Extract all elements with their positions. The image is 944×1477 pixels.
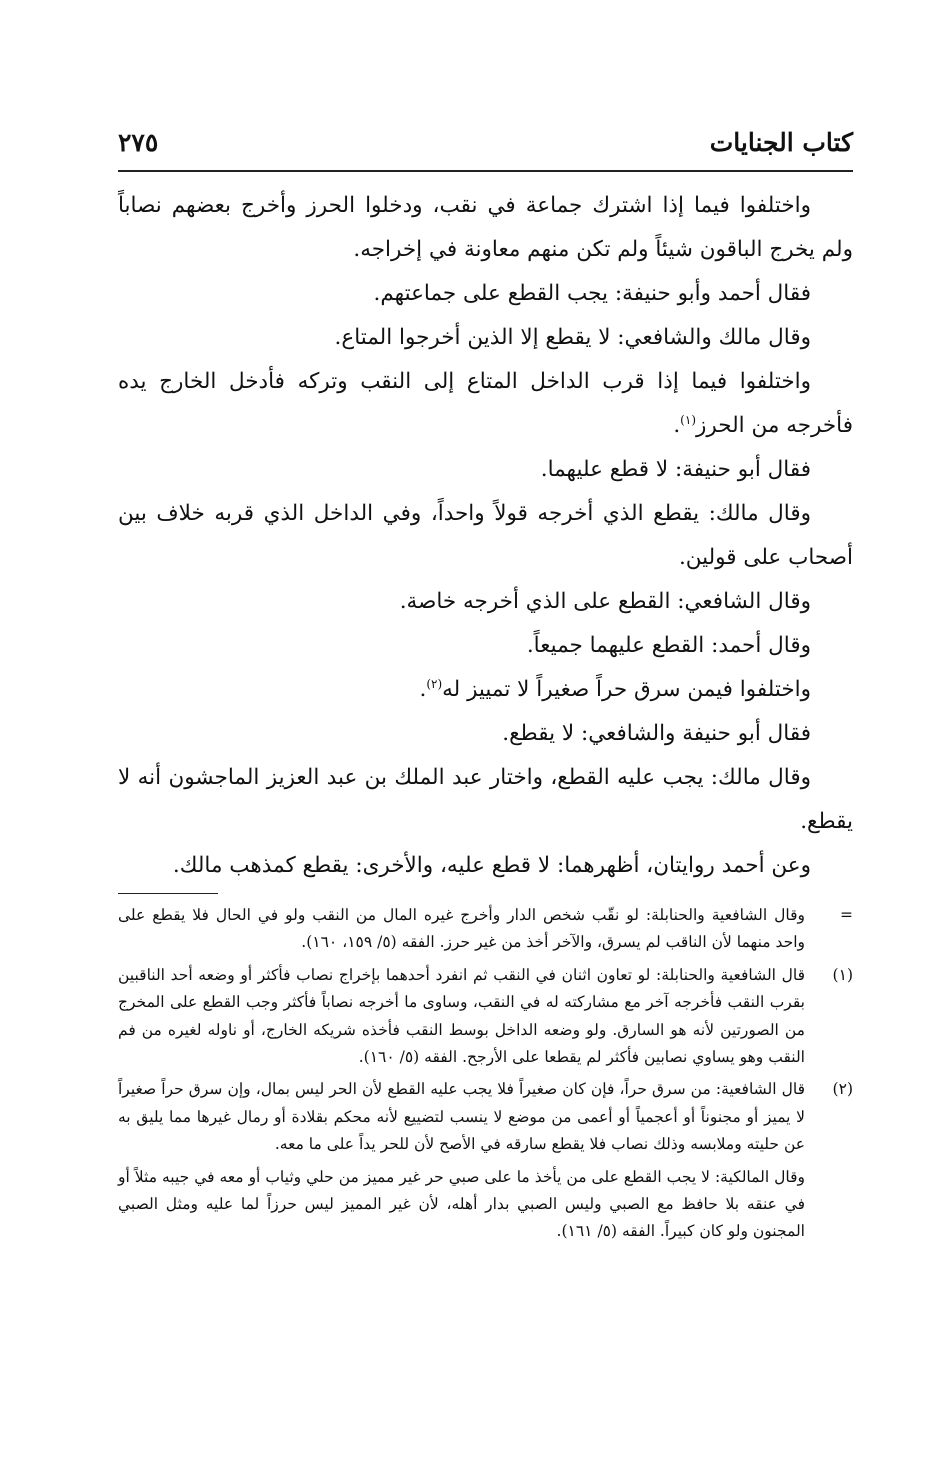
paragraph-text: واختلفوا فيما إذا قرب الداخل المتاع إلى النقب وتركه فأدخل الخارج يده فأخرجه من الحرز — [118, 369, 853, 438]
footnote-marker: (١) — [832, 965, 853, 984]
paragraph: وقال مالك: يقطع الذي أخرجه قولاً واحداً، وفي الداخل الذي قربه خلاف بين أصحاب على قولين. — [118, 501, 853, 570]
paragraph — [118, 668, 853, 712]
paragraph-end: . — [419, 677, 427, 702]
footnote-text: وقال الشافعية والحنابلة: لو نقّب شخص الدار وأخرج غيره المال من النقب ولو في الحال فلا يقطع على واحد منهما لأن الناقب لم يسرق، والآخر أخذ من غير حرز. الفقه (٥/ ١٥٩، ١٦٠). — [118, 906, 805, 952]
paragraph: وعن أحمد روايتان، أظهرهما: لا قطع عليه، والأخرى: يقطع كمذهب مالك. — [172, 853, 811, 878]
page-number: ٢٧٥ — [118, 128, 159, 157]
running-header — [118, 128, 853, 168]
paragraph: واختلفوا فيما إذا اشترك جماعة في نقب، ودخلوا الحرز وأخرج بعضهم نصاباً ولم يخرج الباقون شيئاً ولم تكن منهم معاونة في إخراجه. — [118, 193, 853, 262]
footnote-ref-1[interactable]: (١) — [680, 412, 696, 427]
paragraph — [118, 360, 853, 448]
footnote-1 — [118, 962, 853, 1072]
paragraph: وقال مالك: يجب عليه القطع، واختار عبد الملك بن عبد العزيز الماجشون أنه لا يقطع. — [118, 765, 853, 834]
footnote-marker: = — [840, 906, 853, 924]
paragraph: وقال مالك والشافعي: لا يقطع إلا الذين أخرجوا المتاع. — [334, 325, 811, 350]
footnote-marker: (٢) — [832, 1080, 853, 1099]
paragraph: فقال أحمد وأبو حنيفة: يجب القطع على جماعتهم. — [373, 281, 811, 306]
footnote-text: قال الشافعية: من سرق حراً، فإن كان صغيراً فلا يجب عليه القطع لأن الحر ليس بمال، وإن سرق حراً صغيراً لا يميز أو مجنوناً أو أعجمياً أو أعمى من موضع لا ينسب لتضييع لأنه محكم بقلادة أو رمال غيرها مما يليق به عن حليته وملابسه وذلك نصاب فلا يقطع سارقه في الأصح لأن للحر يداً على ما معه. — [118, 1080, 805, 1154]
paragraph: وقال الشافعي: القطع على الذي أخرجه خاصة. — [399, 589, 811, 614]
paragraph: وقال أحمد: القطع عليهما جميعاً. — [526, 633, 811, 658]
footnote-2-continuation: وقال المالكية: لا يجب القطع على من يأخذ ما على صبي حر غير مميز من حلي وثياب أو معه في جيبه مثلاً أو في عنقه بلا حافظ مع الصبي وليس الصبي بدار أهله، لأن غير المميز ليس حرزاً لما عليه ومثل الصبي المجنون ولو كان كبيراً. الفقه (٥/ ١٦١). — [118, 1167, 805, 1241]
footnote-continued — [118, 902, 853, 957]
footnote-ref-2[interactable]: (٢) — [426, 676, 443, 691]
footnotes — [118, 902, 853, 1246]
chapter-title: كتاب الجنايات — [709, 128, 853, 157]
footnote-2 — [118, 1076, 853, 1158]
footnote-divider — [118, 893, 218, 894]
paragraph: فقال أبو حنيفة: لا قطع عليهما. — [540, 457, 811, 482]
paragraph-end: . — [673, 413, 681, 438]
header-divider — [118, 170, 853, 172]
main-text — [118, 184, 853, 888]
paragraph-text: واختلفوا فيمن سرق حراً صغيراً لا تمييز له — [442, 677, 811, 702]
footnote-text: قال الشافعية والحنابلة: لو تعاون اثنان في النقب ثم انفرد أحدهما بإخراج نصاب فأكثر أو وضعه أحد الناقبين بقرب النقب فأخرجه آخر مع مشاركته له في النقب، وساوى ما أخرجه نصاباً فأكثر وجب القطع على المخرج من الصورتين لأنه هو السارق. ولو وضعه الداخل بوسط النقب فأخذه شريكه الخارج، أو ناوله لغيره من فم النقب وهو يساوي نصابين فأكثر لم يقطعا على الأرجح. الفقه (٥/ ١٦٠). — [118, 965, 805, 1067]
paragraph: فقال أبو حنيفة والشافعي: لا يقطع. — [502, 721, 811, 746]
